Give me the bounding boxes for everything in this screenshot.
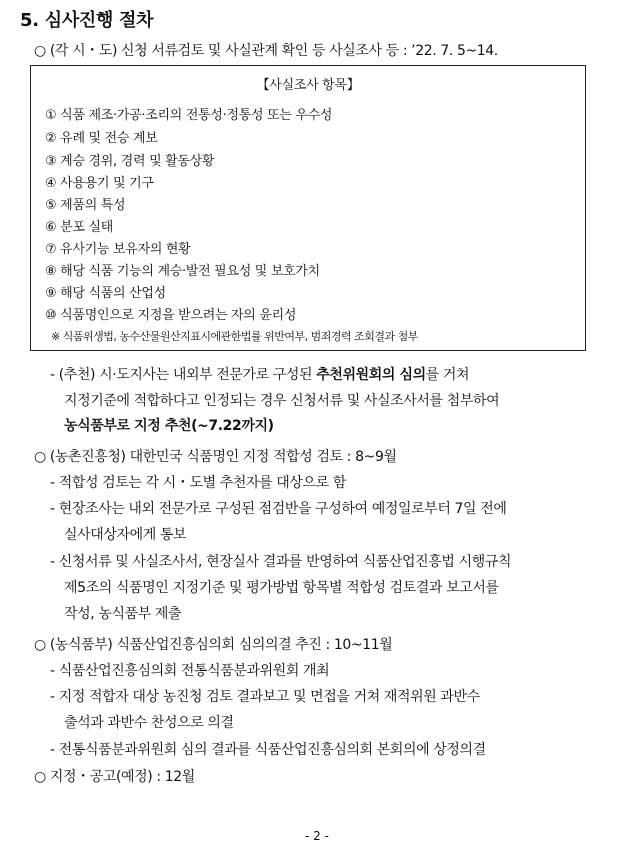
mafra-line-4: - 전통식품분과위원회 심의 결과를 식품산업진흥심의회 본회의에 상정의결 <box>50 742 486 758</box>
recommend-line-3: 농식품부로 지정 추천(~7.22까지) <box>64 418 274 434</box>
box-item-2: ② 유례 및 전승 계보 <box>45 131 158 146</box>
recommend-text-a: - (추천) 시·도지사는 내외부 전문가로 구성된 <box>50 367 317 383</box>
designation-line: ○ 지정・공고(예정) : 12월 <box>34 769 195 785</box>
rda-line-2: - 현장조사는 내외 전문가로 구성된 점검반을 구성하여 예정일로부터 7일 전에 <box>50 501 507 517</box>
investigation-items-box <box>30 65 586 351</box>
box-item-8: ⑧ 해당 식품 기능의 계승·발전 필요성 및 보호가치 <box>45 264 320 279</box>
mafra-line-2: - 지정 적합자 대상 농진청 검토 결과보고 및 면접을 거쳐 재적위원 과반수 <box>50 689 480 705</box>
box-title: 【사실조사 항목】 <box>256 78 360 93</box>
section-title: 5. 심사진행 절차 <box>20 10 154 31</box>
page-number: - 2 - <box>305 829 329 843</box>
mafra-heading: ○ (농식품부) 식품산업진흥심의회 심의의결 추진 : 10~11월 <box>34 637 393 653</box>
mafra-line-1: - 식품산업진흥심의회 전통식품분과위원회 개최 <box>50 663 330 679</box>
recommend-committee: 추천위원회의 심의 <box>316 367 426 383</box>
recommend-line-2: 지정기준에 적합하다고 인정되는 경우 신청서류 및 사실조사서를 첨부하여 <box>64 393 500 409</box>
recommend-text-c: 를 거쳐 <box>425 367 470 383</box>
mafra-line-3: 출석과 과반수 찬성으로 의결 <box>64 715 234 731</box>
rda-line-1: - 적합성 검토는 각 시・도별 추천자를 대상으로 함 <box>50 475 346 491</box>
investigation-line: ○ (각 시・도) 신청 서류검토 및 사실관계 확인 등 사실조사 등 : ’22. 7. 5~14. <box>34 43 498 59</box>
rda-line-5: 제5조의 식품명인 지정기준 및 평가방법 항목별 적합성 검토결과 보고서를 <box>64 580 499 596</box>
box-note: ※ 식품위생법, 농수산물원산지표시에관한법률 위반여부, 범죄경력 조회결과 첨부 <box>51 330 418 343</box>
recommend-line-1 <box>50 364 469 384</box>
box-item-5: ⑤ 제품의 특성 <box>45 198 126 213</box>
box-item-7: ⑦ 유사기능 보유자의 현황 <box>45 242 191 257</box>
rda-line-4: - 신청서류 및 사실조사서, 현장실사 결과를 반영하여 식품산업진흥법 시행규칙 <box>50 554 512 570</box>
box-item-4: ④ 사용용기 및 기구 <box>45 176 154 191</box>
rda-line-6: 작성, 농식품부 제출 <box>64 606 182 622</box>
box-item-9: ⑨ 해당 식품의 산업성 <box>45 286 166 301</box>
rda-line-3: 실사대상자에게 통보 <box>64 527 187 543</box>
rda-heading: ○ (농촌진흥청) 대한민국 식품명인 지정 적합성 검토 : 8~9월 <box>34 449 397 465</box>
box-item-6: ⑥ 분포 실태 <box>45 220 114 235</box>
box-item-3: ③ 계승 경위, 경력 및 활동상황 <box>45 154 215 169</box>
box-item-1: ① 식품 제조·가공·조리의 전통성·정통성 또는 우수성 <box>45 108 333 123</box>
box-item-10: ⑩ 식품명인으로 지정을 받으려는 자의 윤리성 <box>45 308 297 323</box>
